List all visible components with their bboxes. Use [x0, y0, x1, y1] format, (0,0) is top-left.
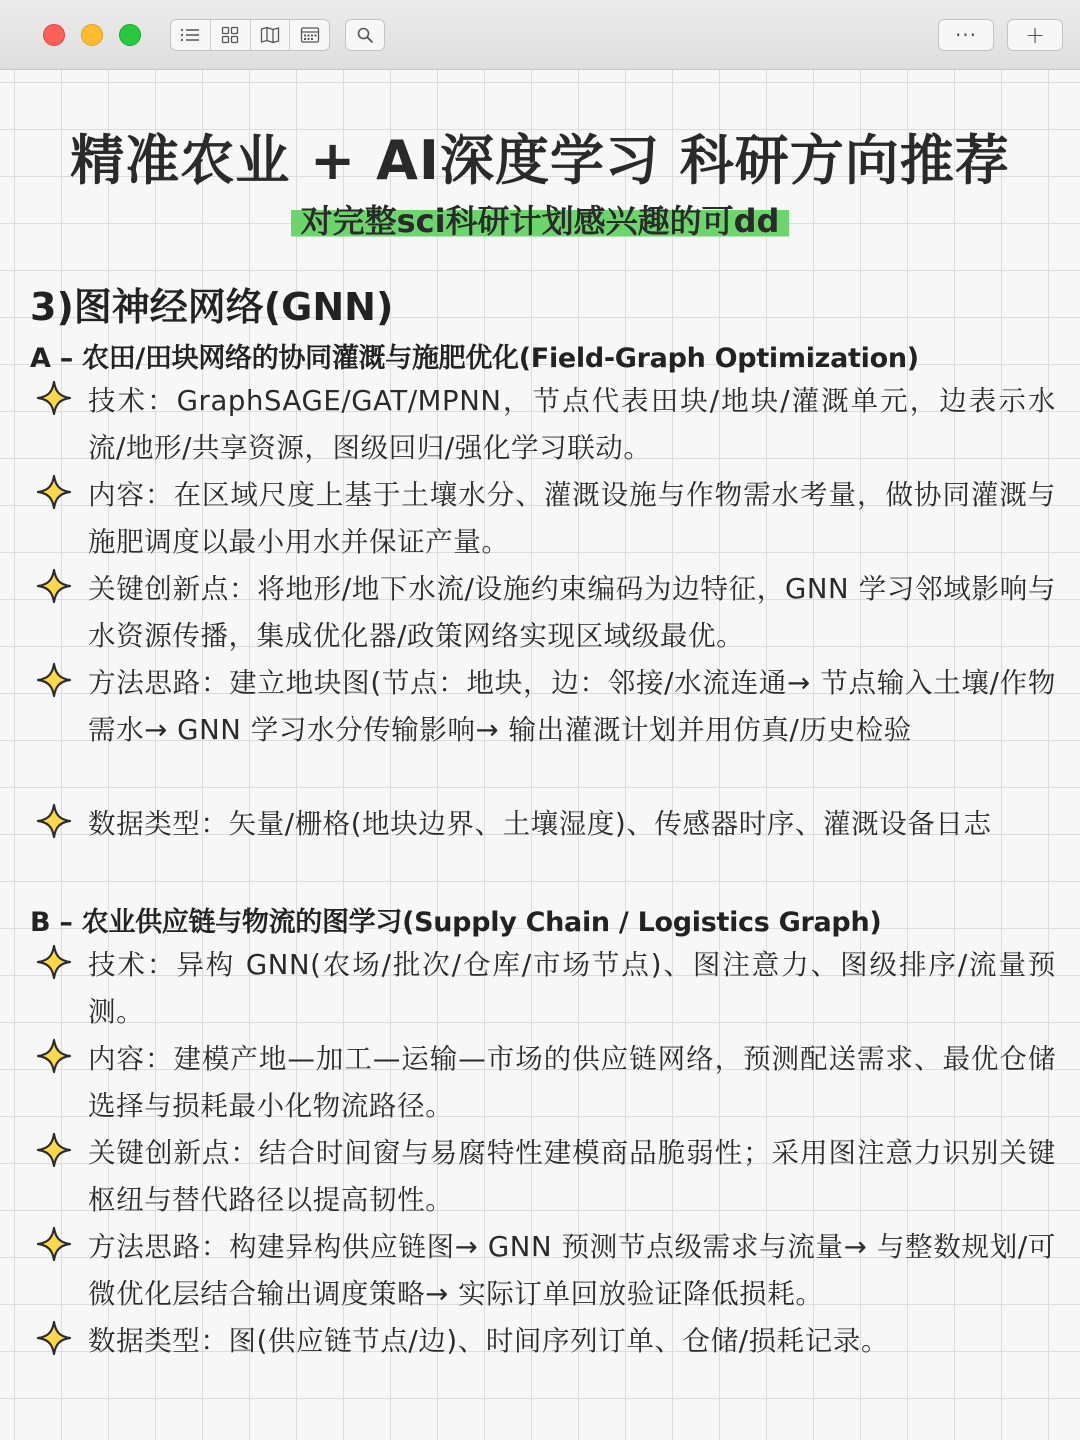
list-item [36, 472, 1056, 566]
list-item [36, 1224, 1056, 1318]
more-button[interactable]: ··· [938, 19, 994, 51]
star-bullet-icon [36, 474, 72, 510]
minimize-window-button[interactable] [81, 24, 103, 46]
window-toolbar [0, 0, 1080, 70]
list-item [36, 1318, 1056, 1365]
star-bullet-icon [36, 1320, 72, 1356]
add-button[interactable]: + [1007, 19, 1063, 51]
list-item-text: 内容：建模产地—加工—运输—市场的供应链网络，预测配送需求、最优仓储选择与损耗最小化物流路径。 [88, 1043, 1056, 1122]
list-item-text: 方法思路：建立地块图(节点：地块，边：邻接/水流连通→ 节点输入土壤/作物需水→ GNN 学习水分传输影响→ 输出灌溉计划并用仿真/历史检验 [88, 667, 1056, 746]
map-icon [260, 26, 280, 44]
calendar-icon [300, 26, 320, 44]
list-item [36, 660, 1056, 754]
section-title: 3)图神经网络(GNN) [30, 285, 394, 329]
list-item-text: 方法思路：构建异构供应链图→ GNN 预测节点级需求与流量→ 与整数规划/可微优化层结合输出调度策略→ 实际订单回放验证降低损耗。 [88, 1231, 1056, 1310]
star-bullet-icon [36, 1226, 72, 1262]
list-item [36, 942, 1056, 1036]
list-item-text: 技术：GraphSAGE/GAT/MPNN，节点代表田块/地块/灌溉单元，边表示水流/地形/共享资源，图级回归/强化学习联动。 [88, 385, 1056, 464]
list-item-text: 关键创新点：将地形/地下水流/设施约束编码为边特征，GNN 学习邻域影响与水资源传播，集成优化器/政策网络实现区域级最优。 [88, 573, 1056, 652]
zoom-window-button[interactable] [119, 24, 141, 46]
calendar-view-button[interactable] [290, 20, 329, 50]
page-title: 精准农业 + AI深度学习 科研方向推荐 [70, 129, 1010, 192]
list-item [36, 1130, 1056, 1224]
search-icon [356, 26, 374, 44]
list-item [36, 378, 1056, 472]
star-bullet-icon [36, 803, 72, 839]
list-item-text: 内容：在区域尺度上基于土壤水分、灌溉设施与作物需水考量，做协同灌溉与施肥调度以最小用水并保证产量。 [88, 479, 1056, 558]
star-bullet-icon [36, 944, 72, 980]
list-item-text: 关键创新点：结合时间窗与易腐特性建模商品脆弱性；采用图注意力识别关键枢纽与替代路径以提高韧性。 [88, 1137, 1056, 1216]
list-view-button[interactable] [171, 20, 211, 50]
list-item-text: 技术：异构 GNN(农场/批次/仓库/市场节点)、图注意力、图级排序/流量预测。 [88, 949, 1056, 1028]
grid-view-button[interactable] [211, 20, 251, 50]
group-a-heading: A – 农田/田块网络的协同灌溉与施肥优化(Field-Graph Optimization) [30, 343, 919, 374]
list-icon [180, 27, 200, 43]
list-item [36, 1036, 1056, 1130]
search-button[interactable] [345, 19, 385, 51]
page-subtitle: 对完整sci科研计划感兴趣的可dd [291, 196, 790, 242]
list-item [36, 801, 1056, 848]
subtitle-row [0, 196, 1080, 242]
map-view-button[interactable] [251, 20, 291, 50]
star-bullet-icon [36, 1132, 72, 1168]
group-b-heading: B – 农业供应链与物流的图学习(Supply Chain / Logistics Graph) [30, 907, 882, 938]
view-switcher [170, 19, 330, 51]
close-window-button[interactable] [43, 24, 65, 46]
list-item [36, 566, 1056, 660]
star-bullet-icon [36, 1038, 72, 1074]
grid-icon [221, 26, 239, 44]
star-bullet-icon [36, 662, 72, 698]
star-bullet-icon [36, 568, 72, 604]
star-bullet-icon [36, 380, 72, 416]
list-item-text: 数据类型：矢量/栅格(地块边界、土壤湿度)、传感器时序、灌溉设备日志 [88, 808, 992, 840]
list-item-text: 数据类型：图(供应链节点/边)、时间序列订单、仓储/损耗记录。 [88, 1325, 890, 1357]
